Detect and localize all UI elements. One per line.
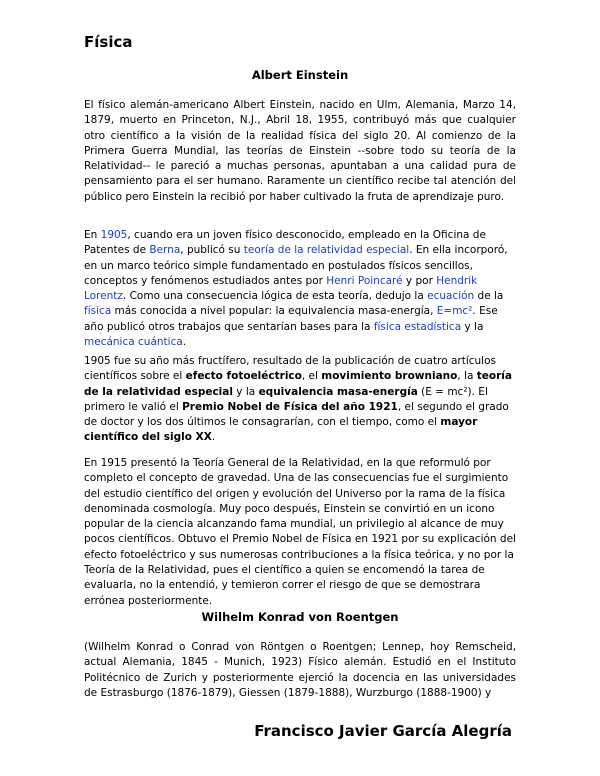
text: (E = mc²). El primero le valió el xyxy=(84,385,488,413)
text: 1905 fue su año más fructífero, resultado de la publicación de cuatro artículos científicos sobre el xyxy=(84,355,496,383)
bold-movimiento-browniano: movimiento browniano xyxy=(321,370,458,383)
text: y la xyxy=(461,320,484,333)
text: , cuando era un joven físico desconocido, empleado en la Oficina de Patentes de xyxy=(84,229,486,257)
link-e-mc2[interactable]: E=mc² xyxy=(436,305,473,318)
paragraph-1905-year xyxy=(84,354,516,446)
link-henri-poincare[interactable]: Henri Poincaré xyxy=(326,274,403,287)
text: , el xyxy=(301,370,322,383)
paragraph-roentgen: (Wilhelm Konrad o Conrad von Röntgen o Roentgen; Lennep, hoy Remscheid, actual Alemania, 1845 - Munich, 1923) Físico alemán. Estudió en el Instituto Politécnico de Zurich y posteriormente ejerció la docencia en las universidades de Estrasburgo (1876-1879), Giessen (1879-1888), Wurzburgo (1888-1900) y xyxy=(84,641,516,699)
link-mecanica-cuantica[interactable]: mecánica cuántica xyxy=(84,336,183,349)
text: , el segundo el grado de doctor y los dos últimos le consagrarían, con el tiempo, como el xyxy=(84,400,509,429)
section-title-einstein: Albert Einstein xyxy=(251,68,349,82)
bold-masa-energia: equivalencia masa-energía xyxy=(258,385,418,398)
bold-mayor-cientifico: mayor científico del siglo XX xyxy=(84,416,478,444)
bold-relatividad-especial: teoría de la relatividad especial xyxy=(84,370,512,398)
text: . xyxy=(211,431,216,444)
paragraph-1905 xyxy=(84,228,516,350)
link-berna[interactable]: Berna xyxy=(149,244,181,257)
paragraph-1915: En 1915 presentó la Teoría General de la Relatividad, en la que reformuló por completo el concepto de gravedad. Una de las consecuencias fue el surgimiento del estudio científico del origen y evolución del Universo por la rama de la física denominada cosmología. Muy poco después, Einstein se convirtió en un icono popular de la ciencia alcanzando fama mundial, un privilegio al alcance de muy pocos científicos. Obtuvo el Premio Nobel de Física en 1921 por su explicación del efecto fotoeléctrico y sus numerosas contribuciones a la física teórica, y no por la Teoría de la Relatividad, pues el científico a quien se encomendó la tarea de evaluarla, no la entendió, y temieron correr el riesgo de que se demostrara errónea posteriormente. xyxy=(84,457,516,607)
text: . Como una consecuencia lógica de esta teoría, dedujo la xyxy=(122,290,428,303)
text: . xyxy=(182,336,187,349)
section-title-roentgen: Wilhelm Konrad von Roentgen xyxy=(201,610,399,624)
text: de la xyxy=(474,290,504,303)
text: más conocida a nivel popular: la equivalencia masa-energía, xyxy=(111,305,437,318)
link-ecuacion[interactable]: ecuación xyxy=(427,290,475,303)
text: . En ella incorporó, en un marco teórico simple fundamentado en postulados físicos sencillos, conceptos y fenómenos estudiados antes por xyxy=(84,244,508,287)
paragraph-einstein-intro: El físico alemán-americano Albert Einstein, nacido en Ulm, Alemania, Marzo 14, 1879, muerto en Princeton, N.J., Abril 18, 1955, contribuyó más que cualquier otro científico a la visión de la realidad física del siglo 20. Al comienzo de la Primera Guerra Mundial, las teorías de Einstein --sobre todo su teoría de la Relatividad-- le pareció a muchas personas, apuntaban a una calidad pura de pensamiento para el ser humano. Raramente un científico recibe tal atención del público pero Einstein la recibió por haber cultivado la fruta de aprendizaje puro. xyxy=(84,99,516,203)
footer-author: Francisco Javier García Alegría xyxy=(254,722,512,740)
page-header-title: Física xyxy=(84,33,133,51)
link-relatividad-especial[interactable]: teoría de la relatividad especial xyxy=(243,244,410,257)
link-hendrik-lorentz[interactable]: Hendrik Lorentz xyxy=(84,274,478,303)
bold-efecto-fotoelectrico: efecto fotoeléctrico xyxy=(185,370,302,383)
link-fisica[interactable]: física xyxy=(84,305,112,318)
text: , publicó su xyxy=(180,244,244,257)
link-fisica-estadistica[interactable]: física estadística xyxy=(373,320,462,333)
link-1905[interactable]: 1905 xyxy=(100,229,128,241)
bold-premio-nobel: Premio Nobel de Física del año 1921 xyxy=(182,400,398,413)
text: . Ese año publicó otros trabajos que sentarían bases para la xyxy=(84,305,498,333)
text: , la xyxy=(457,370,477,383)
text: y por xyxy=(402,274,437,287)
text: En xyxy=(84,229,101,241)
text: y la xyxy=(232,385,259,398)
